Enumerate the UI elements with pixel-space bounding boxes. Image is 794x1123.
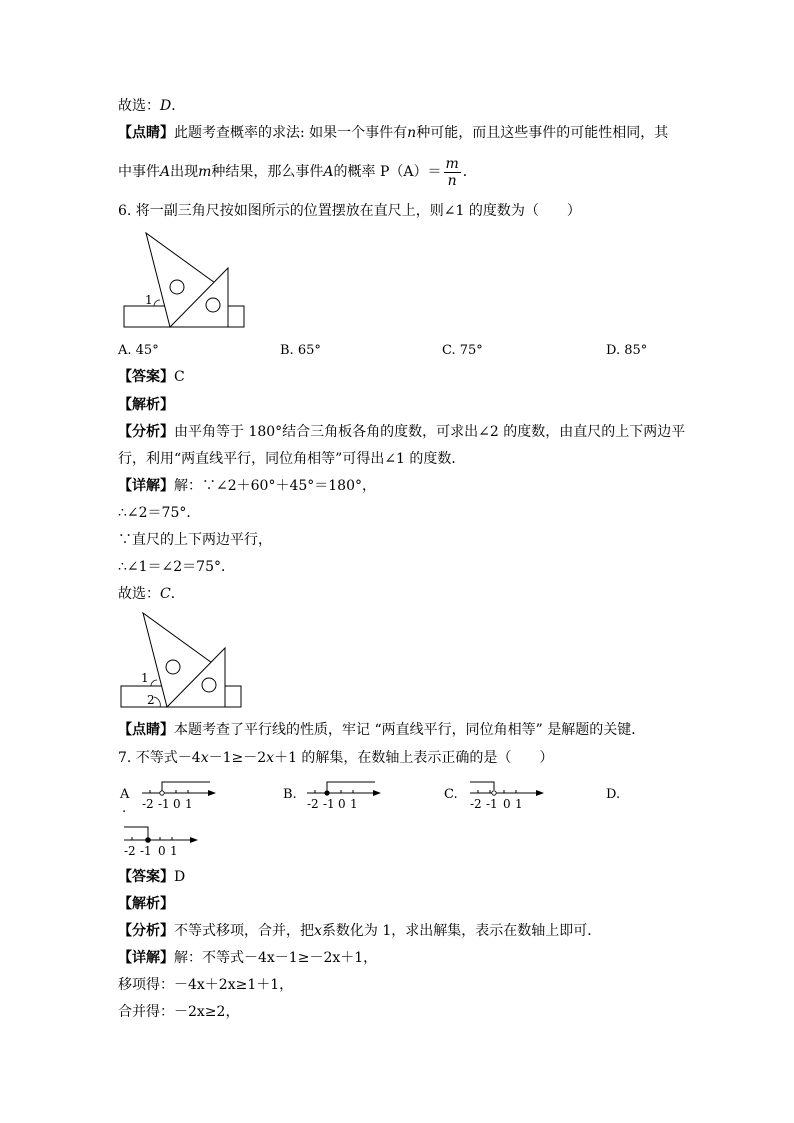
angle-arc-1 <box>154 300 160 306</box>
stem-text: ＋1 的解集，在数轴上表示正确的是（ ） <box>274 750 554 766</box>
q7-option-d-numberline <box>120 822 202 858</box>
triangle-hole <box>170 280 184 294</box>
comment-text: 中事件 <box>118 164 160 180</box>
solution-step: 移项得：－4x＋2x≥1＋1， <box>118 977 294 993</box>
answer-label: 【答案】 <box>118 369 174 385</box>
tick-label: 1 <box>170 844 178 858</box>
tick-label: -2 <box>470 797 482 811</box>
solution-step: ∴∠1＝∠2＝75°． <box>118 559 235 575</box>
solution-bracket <box>162 782 210 790</box>
tick-label: -1 <box>158 797 170 811</box>
q6-fenxi-line1 <box>118 422 685 442</box>
q6-option-a: A. 45° <box>118 343 159 358</box>
select-prefix: 故选： <box>118 98 160 114</box>
q6-option-b: B. 65° <box>280 343 321 358</box>
q7-xiangjie-line <box>118 948 377 968</box>
triangle-hole <box>166 660 180 674</box>
angle-arc-1 <box>151 680 157 686</box>
q7-option-d-letter: D. <box>606 787 621 802</box>
solution-bracket <box>470 782 494 790</box>
fraction-denominator: n <box>447 172 457 189</box>
tick-label: 1 <box>515 797 523 811</box>
q7-option-a-letter: A <box>120 787 130 802</box>
solution-bracket <box>124 827 148 837</box>
solution-step: 解：∵∠2＋60°＋45°＝180°， <box>174 478 376 494</box>
comment-text: 的概率 <box>333 164 376 180</box>
tick-label: -1 <box>140 844 152 858</box>
angle-label-1: 1 <box>141 671 149 685</box>
fenxi-label: 【分析】 <box>118 923 174 939</box>
answer-value: D <box>174 869 186 885</box>
fraction-numerator: m <box>445 155 459 172</box>
q7-fenxi-line <box>118 921 601 941</box>
q6-solution-figure <box>116 608 256 714</box>
select-end: ． <box>171 98 186 114</box>
tick-label: 1 <box>350 797 358 811</box>
q7-option-a-dot: . <box>122 801 127 816</box>
angle-label-2: 2 <box>147 693 155 707</box>
q6-analysis-label: 【解析】 <box>118 397 174 413</box>
tick-label: 0 <box>173 797 181 811</box>
solution-step: ∴∠2＝75°． <box>118 505 201 521</box>
fenxi-text: 不等式移项，合并，把 <box>174 923 314 939</box>
arrow-head <box>208 790 216 796</box>
prev-comment-line1 <box>118 123 668 143</box>
comment-text: 种结果，那么事件 <box>211 164 324 180</box>
q7-option-b-letter: B. <box>283 787 297 802</box>
end-dot: ． <box>462 164 477 180</box>
q6-figure <box>118 228 258 332</box>
prev-comment-line2 <box>118 154 477 190</box>
var-a: A <box>160 164 171 180</box>
q6-stem: 6. 将一副三角尺按如图所示的位置摆放在直尺上，则∠1 的度数为（ ） <box>118 203 581 219</box>
solution-step: 合并得：－2x≥2， <box>118 1004 240 1020</box>
q7-option-c-letter: C. <box>444 787 458 802</box>
xiangjie-label: 【详解】 <box>118 950 174 966</box>
var-x: x <box>200 750 209 766</box>
q7-answer-line <box>118 867 185 887</box>
xiangjie-label: 【详解】 <box>118 478 174 494</box>
fenxi-label: 【分析】 <box>118 424 174 440</box>
tick-label: 1 <box>185 797 193 811</box>
arrow-head <box>373 790 381 796</box>
tick-label: -1 <box>486 797 498 811</box>
q7-stem <box>118 748 553 768</box>
closed-point <box>146 838 151 843</box>
comment-text: 此题考查概率的求法: 如果一个事件有 <box>174 125 408 141</box>
q6-option-c: C. 75° <box>442 343 483 358</box>
comment-text: 种可能，而且这些事件的可能性相同，其 <box>416 125 669 141</box>
tick-label: -2 <box>307 797 319 811</box>
closed-point <box>325 791 329 795</box>
select-value: D <box>160 98 172 114</box>
open-point <box>492 791 496 795</box>
q6-fenxi-line2: 行，利用“两直线平行，同位角相等”可得出∠1 的度数． <box>118 451 466 467</box>
tick-label: -2 <box>142 797 154 811</box>
comment-label: 【点睛】 <box>118 125 174 141</box>
solution-step: ∵直尺的上下两边平行， <box>118 532 272 548</box>
angle-label-1: 1 <box>145 293 153 307</box>
q7-option-c-numberline <box>466 778 548 814</box>
q6-xiangjie-line <box>118 476 376 496</box>
tick-label: -1 <box>323 797 335 811</box>
dianjing-label: 【点睛】 <box>118 722 174 738</box>
q6-dianjing-line <box>118 720 645 740</box>
arrow-head <box>190 837 198 843</box>
q6-select-line <box>118 584 185 604</box>
answer-value: C <box>174 369 185 385</box>
var-a: A <box>323 164 334 180</box>
tick-label: -2 <box>124 844 136 858</box>
answer-label: 【答案】 <box>118 869 174 885</box>
q7-option-a-numberline <box>138 778 220 814</box>
var-x: x <box>266 750 275 766</box>
triangle-hole <box>206 298 220 312</box>
tick-label: 0 <box>503 797 511 811</box>
stem-text: －1≥－2 <box>208 750 267 766</box>
triangle-hole <box>202 678 216 692</box>
var-x: x <box>314 923 322 939</box>
q7-analysis-label: 【解析】 <box>118 896 174 912</box>
open-point <box>160 791 164 795</box>
q6-answer-line <box>118 367 185 387</box>
select-value: C <box>160 586 171 602</box>
probability-expr: P（A）＝ <box>379 164 442 180</box>
xiangjie-text: 解：不等式－4x－1≥－2x＋1， <box>174 950 378 966</box>
select-prefix: 故选： <box>118 586 160 602</box>
tick-label: 0 <box>158 844 166 858</box>
arrow-head <box>536 790 544 796</box>
select-end: ． <box>170 586 185 602</box>
comment-text: 出现 <box>170 164 199 180</box>
prev-select-line <box>118 96 185 116</box>
dianjing-text: 本题考查了平行线的性质，牢记 “两直线平行，同位角相等” 是解题的关键． <box>174 722 646 738</box>
stem-text: 7. 不等式－4 <box>118 750 201 766</box>
fenxi-text: 由平角等于 180°结合三角板各角的度数，可求出∠2 的度数，由直尺的上下两边平 <box>174 424 686 440</box>
fenxi-text: 系数化为 1，求出解集，表示在数轴上即可． <box>321 923 602 939</box>
q7-option-b-numberline <box>303 778 385 814</box>
tick-label: 0 <box>338 797 346 811</box>
fraction <box>444 156 461 189</box>
var-m: m <box>198 164 212 180</box>
solution-bracket <box>327 782 375 790</box>
var-n: n <box>407 125 417 141</box>
q6-option-d: D. 85° <box>606 343 648 358</box>
